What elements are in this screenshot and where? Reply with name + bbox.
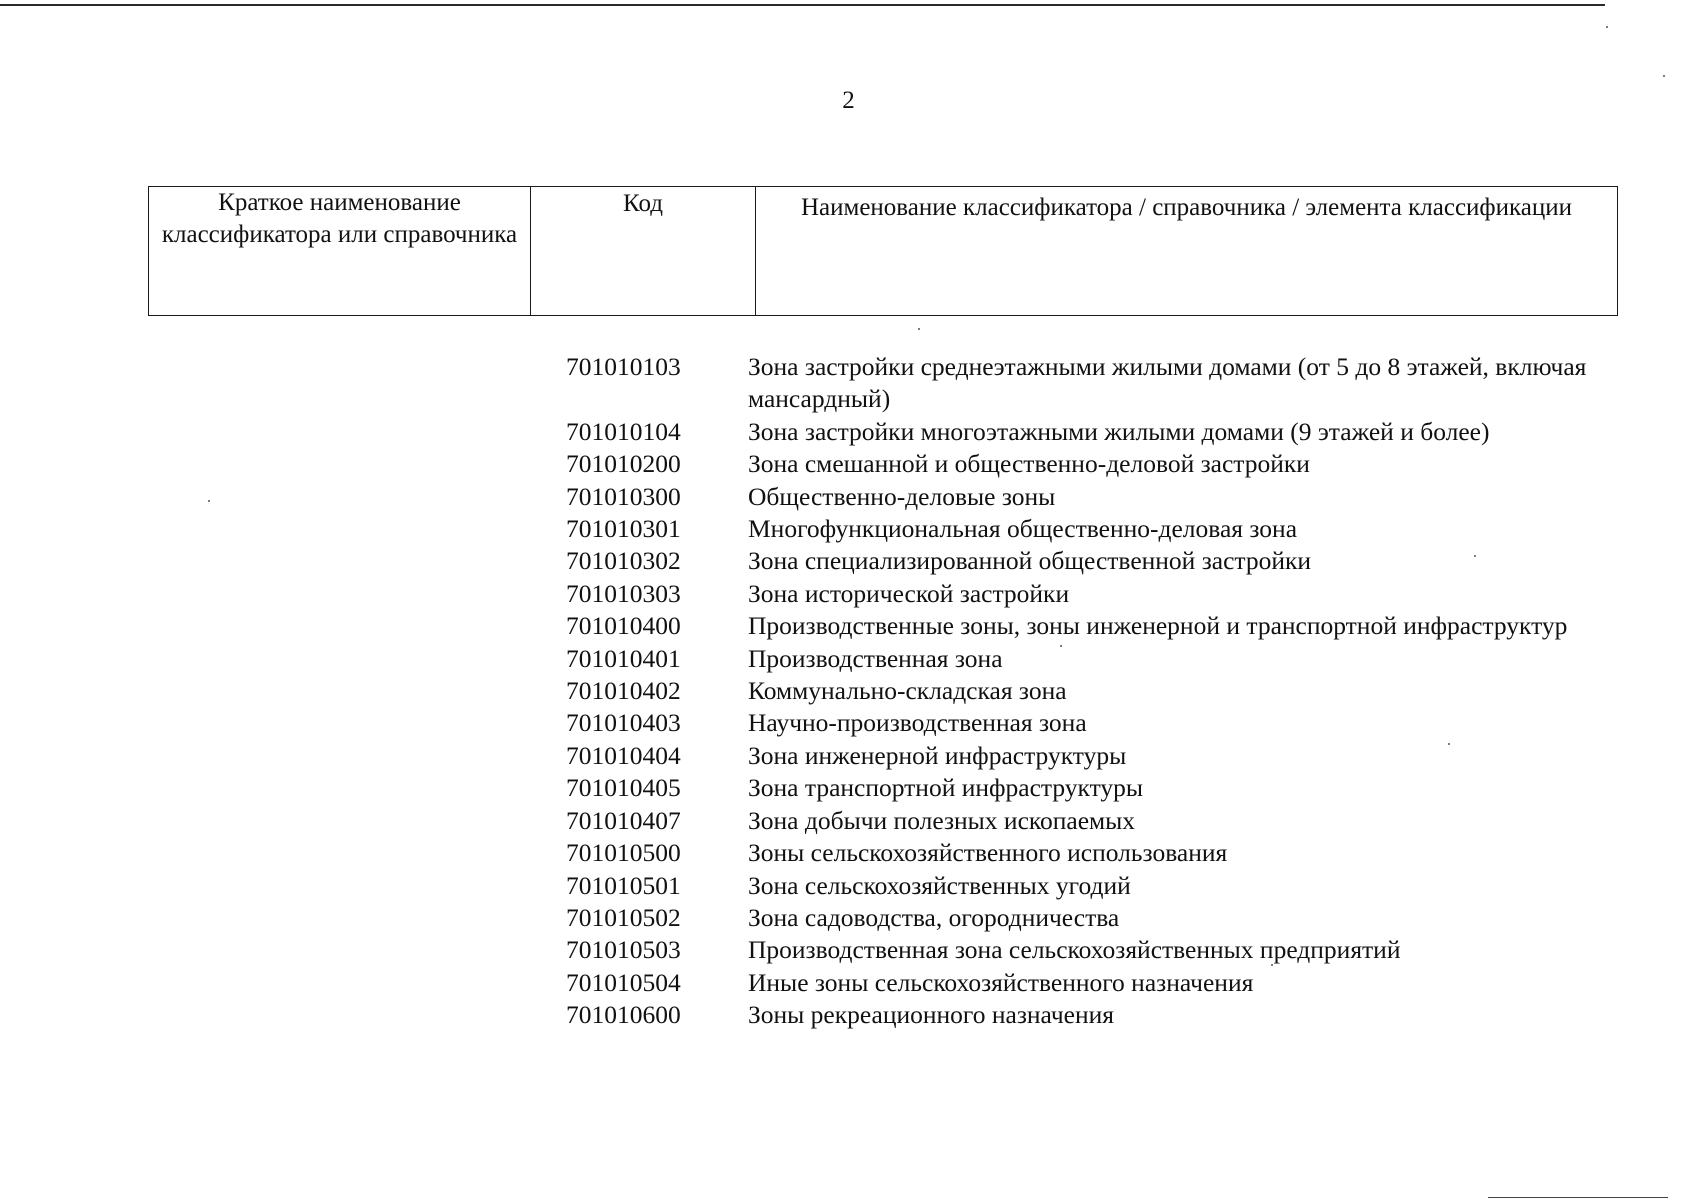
row-name: Многофункциональная общественно-деловая зона <box>748 514 1298 544</box>
table-row <box>548 643 1648 675</box>
scan-speck <box>208 500 210 502</box>
table-row <box>548 772 1648 804</box>
table-row <box>548 545 1648 577</box>
table-row <box>548 351 1648 416</box>
header-short-name: Краткое наименование классификатора или справочника <box>149 187 531 316</box>
row-name: Зона специализированной общественной застройки <box>748 546 1312 576</box>
row-code: 701010404 <box>566 740 681 770</box>
row-name: Зона инженерной инфраструктуры <box>748 740 1127 770</box>
row-code: 701010504 <box>566 967 681 997</box>
table-row <box>548 837 1648 869</box>
row-code: 701010103 <box>566 352 681 381</box>
top-border-line <box>0 4 1605 6</box>
row-code: 701010402 <box>566 676 681 706</box>
row-name: Производственная зона <box>748 643 1003 673</box>
row-code: 701010501 <box>566 870 681 900</box>
bottom-border-line <box>1488 1197 1668 1198</box>
table-row <box>548 578 1648 610</box>
row-name: Зоны рекреационного назначения <box>748 1000 1115 1030</box>
row-code: 701010302 <box>566 546 681 576</box>
header-code: Код <box>531 187 756 316</box>
row-name: Зона добычи полезных ископаемых <box>748 805 1136 835</box>
table-row <box>548 740 1648 772</box>
row-code: 701010405 <box>566 773 681 803</box>
table-row <box>548 805 1648 837</box>
table-row <box>548 675 1648 707</box>
row-code: 701010303 <box>566 578 681 608</box>
row-code: 701010502 <box>566 902 681 932</box>
row-code: 701010401 <box>566 643 681 673</box>
row-code: 701010104 <box>566 416 681 446</box>
row-name: Общественно-деловые зоны <box>748 481 1056 511</box>
row-code: 701010503 <box>566 935 681 965</box>
row-name: Зона смешанной и общественно-деловой застройки <box>748 449 1310 479</box>
table-row <box>548 448 1648 480</box>
table-row <box>548 870 1648 902</box>
row-name: Зона транспортной инфраструктуры <box>748 773 1144 803</box>
scan-speck <box>1663 75 1665 77</box>
row-code: 701010403 <box>566 708 681 738</box>
row-name: Производственная зона сельскохозяйственных предприятий <box>748 935 1401 965</box>
row-name: Коммунально-складская зона <box>748 676 1067 706</box>
row-name: Зона садоводства, огородничества <box>748 902 1120 932</box>
row-code: 701010400 <box>566 611 681 641</box>
row-code: 701010600 <box>566 1000 681 1030</box>
row-code: 701010301 <box>566 514 681 544</box>
table-row <box>548 481 1648 513</box>
table-row <box>548 416 1648 448</box>
table-row <box>548 967 1648 999</box>
scan-speck <box>1606 26 1608 28</box>
classifier-header-table <box>148 186 1618 316</box>
header-row <box>149 187 1618 316</box>
row-code: 701010200 <box>566 449 681 479</box>
row-name: Зона сельскохозяйственных угодий <box>748 870 1131 900</box>
scan-speck <box>918 328 920 330</box>
table-row <box>548 934 1648 966</box>
row-code: 701010300 <box>566 481 681 511</box>
row-code: 701010500 <box>566 838 681 868</box>
table-row <box>548 513 1648 545</box>
row-name: Зона застройки многоэтажными жилыми домами (9 этажей и более) <box>748 416 1490 446</box>
table-row <box>548 902 1648 934</box>
table-row <box>548 999 1648 1031</box>
row-name: Зона исторической застройки <box>748 578 1070 608</box>
page-number: 2 <box>842 87 855 114</box>
row-name: Зоны сельскохозяйственного использования <box>748 838 1228 868</box>
row-name: Иные зоны сельскохозяйственного назначения <box>748 967 1254 997</box>
table-row <box>548 610 1648 642</box>
table-row <box>548 707 1648 739</box>
header-full-name: Наименование классификатора / справочника / элемента классификации <box>756 187 1618 316</box>
row-code: 701010407 <box>566 805 681 835</box>
row-name: Научно-производственная зона <box>748 708 1087 738</box>
row-name: Зона застройки среднеэтажными жилыми домами (от 5 до 8 этажей, включая мансардный) <box>748 352 1587 414</box>
classifier-rows <box>548 351 1648 1032</box>
row-name: Производственные зоны, зоны инженерной и транспортной инфраструктур <box>748 611 1568 641</box>
